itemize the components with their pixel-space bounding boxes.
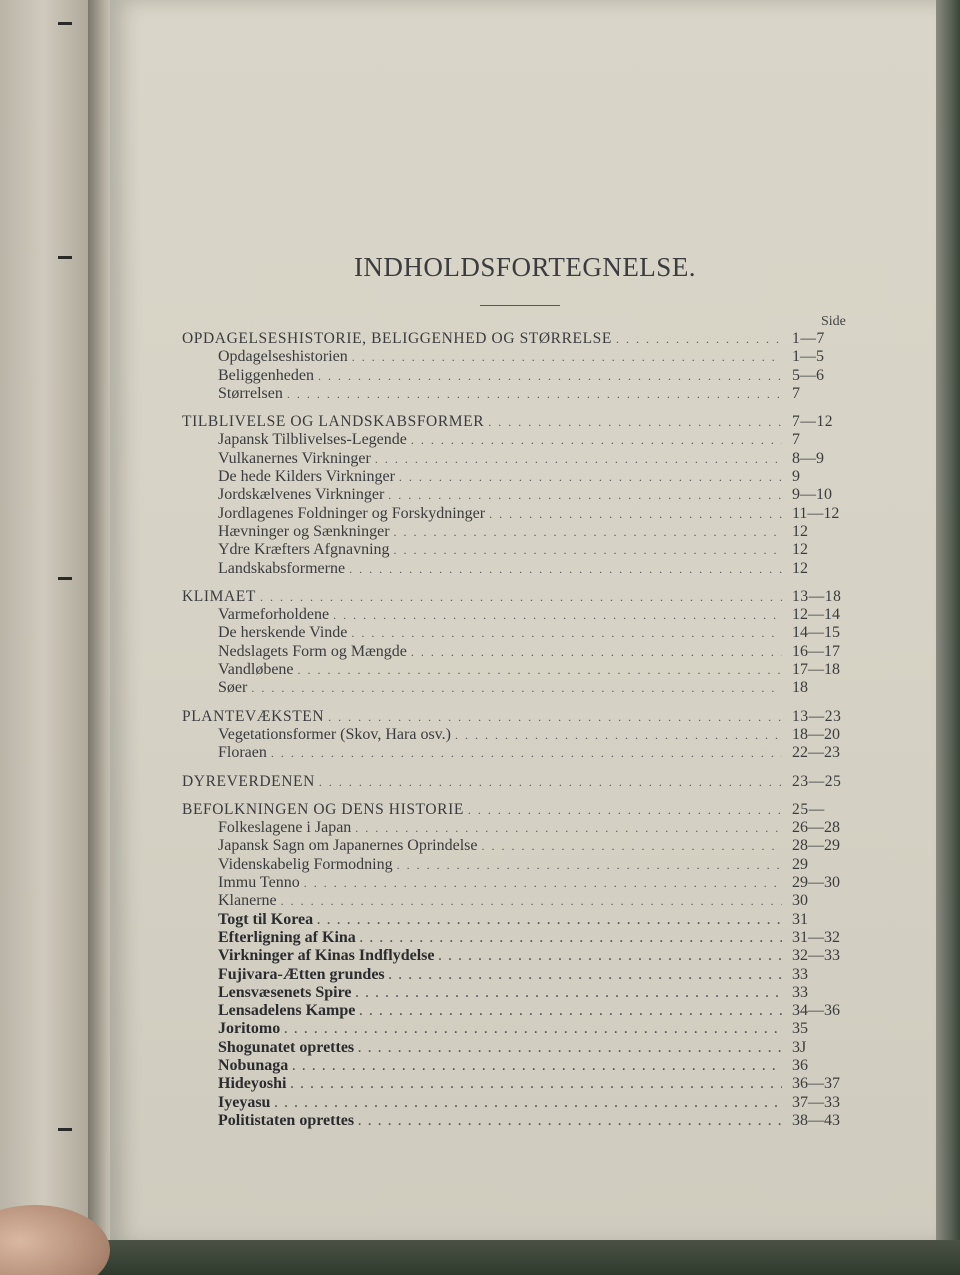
toc-subentry (182, 486, 854, 504)
dot-leader (411, 643, 782, 661)
toc-subentry (182, 947, 854, 965)
dot-leader (287, 385, 782, 403)
dot-leader (411, 431, 782, 449)
toc-subentry (182, 744, 854, 762)
dot-leader (352, 348, 782, 366)
dot-leader (304, 874, 782, 892)
dot-leader (271, 744, 782, 762)
dot-leader (298, 661, 782, 679)
toc-section-entry (182, 588, 854, 606)
binding-mark (58, 577, 72, 580)
dot-leader (397, 856, 782, 874)
toc-subentry (182, 348, 854, 366)
side-column-label: Side (821, 314, 846, 329)
toc-subentry (182, 874, 854, 892)
section-spacer (182, 763, 854, 773)
page-number: 38—43 (792, 1111, 840, 1129)
toc-subentry (182, 966, 854, 984)
toc-subentry (182, 606, 854, 624)
page-number: 1—7 (792, 330, 825, 347)
dot-leader (394, 523, 782, 541)
toc-section-entry (182, 801, 854, 819)
dot-leader (349, 560, 782, 578)
dot-leader (292, 1057, 782, 1075)
dot-leader (284, 1020, 782, 1038)
page-number: 35 (792, 1020, 808, 1038)
dot-leader (319, 773, 782, 791)
entry-title: De hede Kilders Virkninger (218, 468, 395, 486)
toc-section-entry (182, 413, 854, 431)
entry-title: Nobunaga (218, 1056, 289, 1074)
binding-mark (58, 256, 72, 259)
entry-title: Jordlagenes Foldninger og Forskydninger (218, 504, 486, 522)
entry-title: Japansk Sagn om Japanernes Oprindelse (218, 837, 478, 855)
entry-title: Vandløbene (218, 661, 294, 679)
dot-leader (333, 606, 782, 624)
toc-subentry (182, 1112, 854, 1130)
dot-leader (358, 1039, 782, 1057)
page-number: 25— (792, 800, 825, 818)
entry-title: Virkninger af Kinas Indflydelse (218, 947, 435, 965)
page-number: 32—33 (792, 947, 840, 965)
entry-title: Japansk Tilblivelses-Legende (218, 431, 407, 449)
toc-subentry (182, 984, 854, 1002)
dot-leader (616, 330, 782, 348)
page-number: 31 (792, 910, 808, 928)
page-number: 37—33 (792, 1093, 840, 1111)
entry-title: Politistaten oprettes (218, 1111, 355, 1129)
page-number: 34—36 (792, 1002, 840, 1020)
entry-title: Ydre Kræfters Afgnavning (218, 541, 390, 559)
dot-leader (482, 837, 783, 855)
page-number: 33 (792, 983, 808, 1001)
dot-leader (488, 413, 782, 431)
entry-title: DYREVERDENEN (182, 772, 315, 790)
page-number: 5—6 (792, 366, 824, 384)
section-spacer (182, 791, 854, 801)
entry-title: Efterligning af Kina (218, 928, 356, 946)
page-number: 22—23 (792, 744, 840, 762)
page-number: 3J (792, 1038, 807, 1056)
section-spacer (182, 578, 854, 588)
page-number: 18—20 (792, 725, 840, 743)
page-number: 31—32 (792, 928, 840, 946)
dot-leader (389, 966, 782, 984)
entry-title: Søer (218, 679, 248, 697)
page-number: 8—9 (792, 449, 824, 467)
background-surface (0, 1240, 960, 1275)
entry-title: OPDAGELSESHISTORIE, BELIGGENHED OG STØRRELSE (182, 330, 612, 347)
page-number: 36—37 (792, 1075, 840, 1093)
page-number: 28—29 (792, 837, 840, 855)
dot-leader (489, 505, 782, 523)
dot-leader (455, 726, 782, 744)
section-spacer (182, 403, 854, 413)
page-number: 12 (792, 541, 808, 559)
toc-subentry (182, 679, 854, 697)
toc-subentry (182, 1002, 854, 1020)
dot-leader (318, 367, 782, 385)
toc-subentry (182, 819, 854, 837)
entry-title: KLIMAET (182, 587, 256, 605)
toc-section-entry (182, 330, 854, 348)
section-spacer (182, 698, 854, 708)
binding-mark (58, 22, 72, 25)
entry-title: Lensvæsenets Spire (218, 983, 352, 1001)
toc-subentry (182, 892, 854, 910)
page-number: 1—5 (792, 348, 824, 366)
page-number: 9—10 (792, 486, 832, 504)
entry-title: Folkeslagene i Japan (218, 819, 352, 837)
toc-subentry (182, 1020, 854, 1038)
dot-leader (399, 468, 782, 486)
page-number: 7—12 (792, 413, 834, 431)
entry-title: Shogunatet oprettes (218, 1038, 355, 1056)
entry-title: Jordskælvenes Virkninger (218, 486, 385, 504)
page-number: 7 (792, 431, 800, 449)
left-facing-page (0, 0, 96, 1275)
title-divider (480, 305, 560, 306)
page-number: 23—25 (792, 772, 842, 790)
page-number: 18 (792, 679, 808, 697)
entry-title: Togt til Korea (218, 910, 314, 928)
page-number: 29 (792, 855, 808, 873)
page-number: 12 (792, 559, 808, 577)
page-number: 13—23 (792, 707, 842, 725)
dot-leader (388, 486, 782, 504)
dot-leader (355, 819, 782, 837)
entry-title: Beliggenheden (218, 366, 314, 384)
entry-title: TILBLIVELSE OG LANDSKABSFORMER (182, 413, 485, 431)
toc-subentry (182, 911, 854, 929)
dot-leader (260, 588, 782, 606)
page-title: INDHOLDSFORTEGNELSE. (353, 252, 697, 282)
entry-title: Landskabsformerne (218, 559, 346, 577)
dot-leader (351, 624, 782, 642)
toc-subentry (182, 929, 854, 947)
page-number: 17—18 (792, 661, 840, 679)
page-number: 36 (792, 1056, 808, 1074)
entry-title: De herskende Vinde (218, 624, 348, 642)
page-number: 13—18 (792, 587, 842, 605)
dot-leader (375, 450, 782, 468)
page-number: 16—17 (792, 642, 840, 660)
toc-subentry (182, 450, 854, 468)
page-edge (936, 0, 960, 1275)
dot-leader (358, 1112, 782, 1130)
entry-title: Hævninger og Sænkninger (218, 522, 390, 540)
toc-subentry (182, 1057, 854, 1075)
toc-subentry (182, 385, 854, 403)
toc-section-entry (182, 708, 854, 726)
toc-subentry (182, 560, 854, 578)
dot-leader (438, 947, 782, 965)
entry-title: Videnskabelig Formodning (218, 855, 393, 873)
entry-title: Fujivara-Ætten grundes (218, 965, 385, 983)
toc-subentry (182, 1039, 854, 1057)
page-number: 26—28 (792, 819, 840, 837)
toc-subentry (182, 505, 854, 523)
page-number: 29—30 (792, 874, 840, 892)
table-of-contents (182, 330, 854, 1130)
dot-leader (359, 1002, 782, 1020)
page-number: 7 (792, 384, 800, 402)
entry-title: PLANTEVÆKSTEN (182, 707, 325, 725)
entry-title: Vulkanernes Virkninger (218, 449, 371, 467)
entry-title: Floraen (218, 744, 267, 762)
toc-subentry (182, 1075, 854, 1093)
page-number: 30 (792, 892, 808, 910)
dot-leader (290, 1075, 782, 1093)
entry-title: Joritomo (218, 1020, 281, 1038)
entry-title: Iyeyasu (218, 1093, 271, 1111)
page-number: 14—15 (792, 624, 840, 642)
page-number: 11—12 (792, 504, 840, 522)
dot-leader (274, 1094, 782, 1112)
toc-subentry (182, 856, 854, 874)
dot-leader (356, 984, 783, 1002)
page-number: 33 (792, 965, 808, 983)
page-number: 12 (792, 522, 808, 540)
page-number: 12—14 (792, 606, 840, 624)
toc-subentry (182, 367, 854, 385)
entry-title: Nedslagets Form og Mængde (218, 642, 407, 660)
entry-title: Varmeforholdene (218, 606, 330, 624)
toc-section-entry (182, 773, 854, 791)
binding-mark (58, 1128, 72, 1131)
toc-subentry (182, 837, 854, 855)
toc-subentry (182, 1094, 854, 1112)
entry-title: Størrelsen (218, 384, 283, 402)
toc-subentry (182, 541, 854, 559)
toc-subentry (182, 624, 854, 642)
toc-subentry (182, 468, 854, 486)
toc-subentry (182, 726, 854, 744)
dot-leader (468, 801, 782, 819)
entry-title: BEFOLKNINGEN OG DENS HISTORIE (182, 800, 464, 818)
toc-subentry (182, 523, 854, 541)
toc-subentry (182, 643, 854, 661)
entry-title: Opdagelseshistorien (218, 348, 348, 366)
dot-leader (251, 679, 782, 697)
entry-title: Hideyoshi (218, 1075, 287, 1093)
page-number: 9 (792, 468, 800, 486)
toc-subentry (182, 661, 854, 679)
dot-leader (317, 911, 782, 929)
dot-leader (394, 541, 782, 559)
entry-title: Lensadelens Kampe (218, 1002, 356, 1020)
dot-leader (328, 708, 782, 726)
toc-subentry (182, 431, 854, 449)
entry-title: Vegetationsformer (Skov, Hara osv.) (218, 725, 451, 743)
entry-title: Klanerne (218, 892, 277, 910)
entry-title: Immu Tenno (218, 874, 300, 892)
dot-leader (281, 892, 782, 910)
dot-leader (360, 929, 782, 947)
